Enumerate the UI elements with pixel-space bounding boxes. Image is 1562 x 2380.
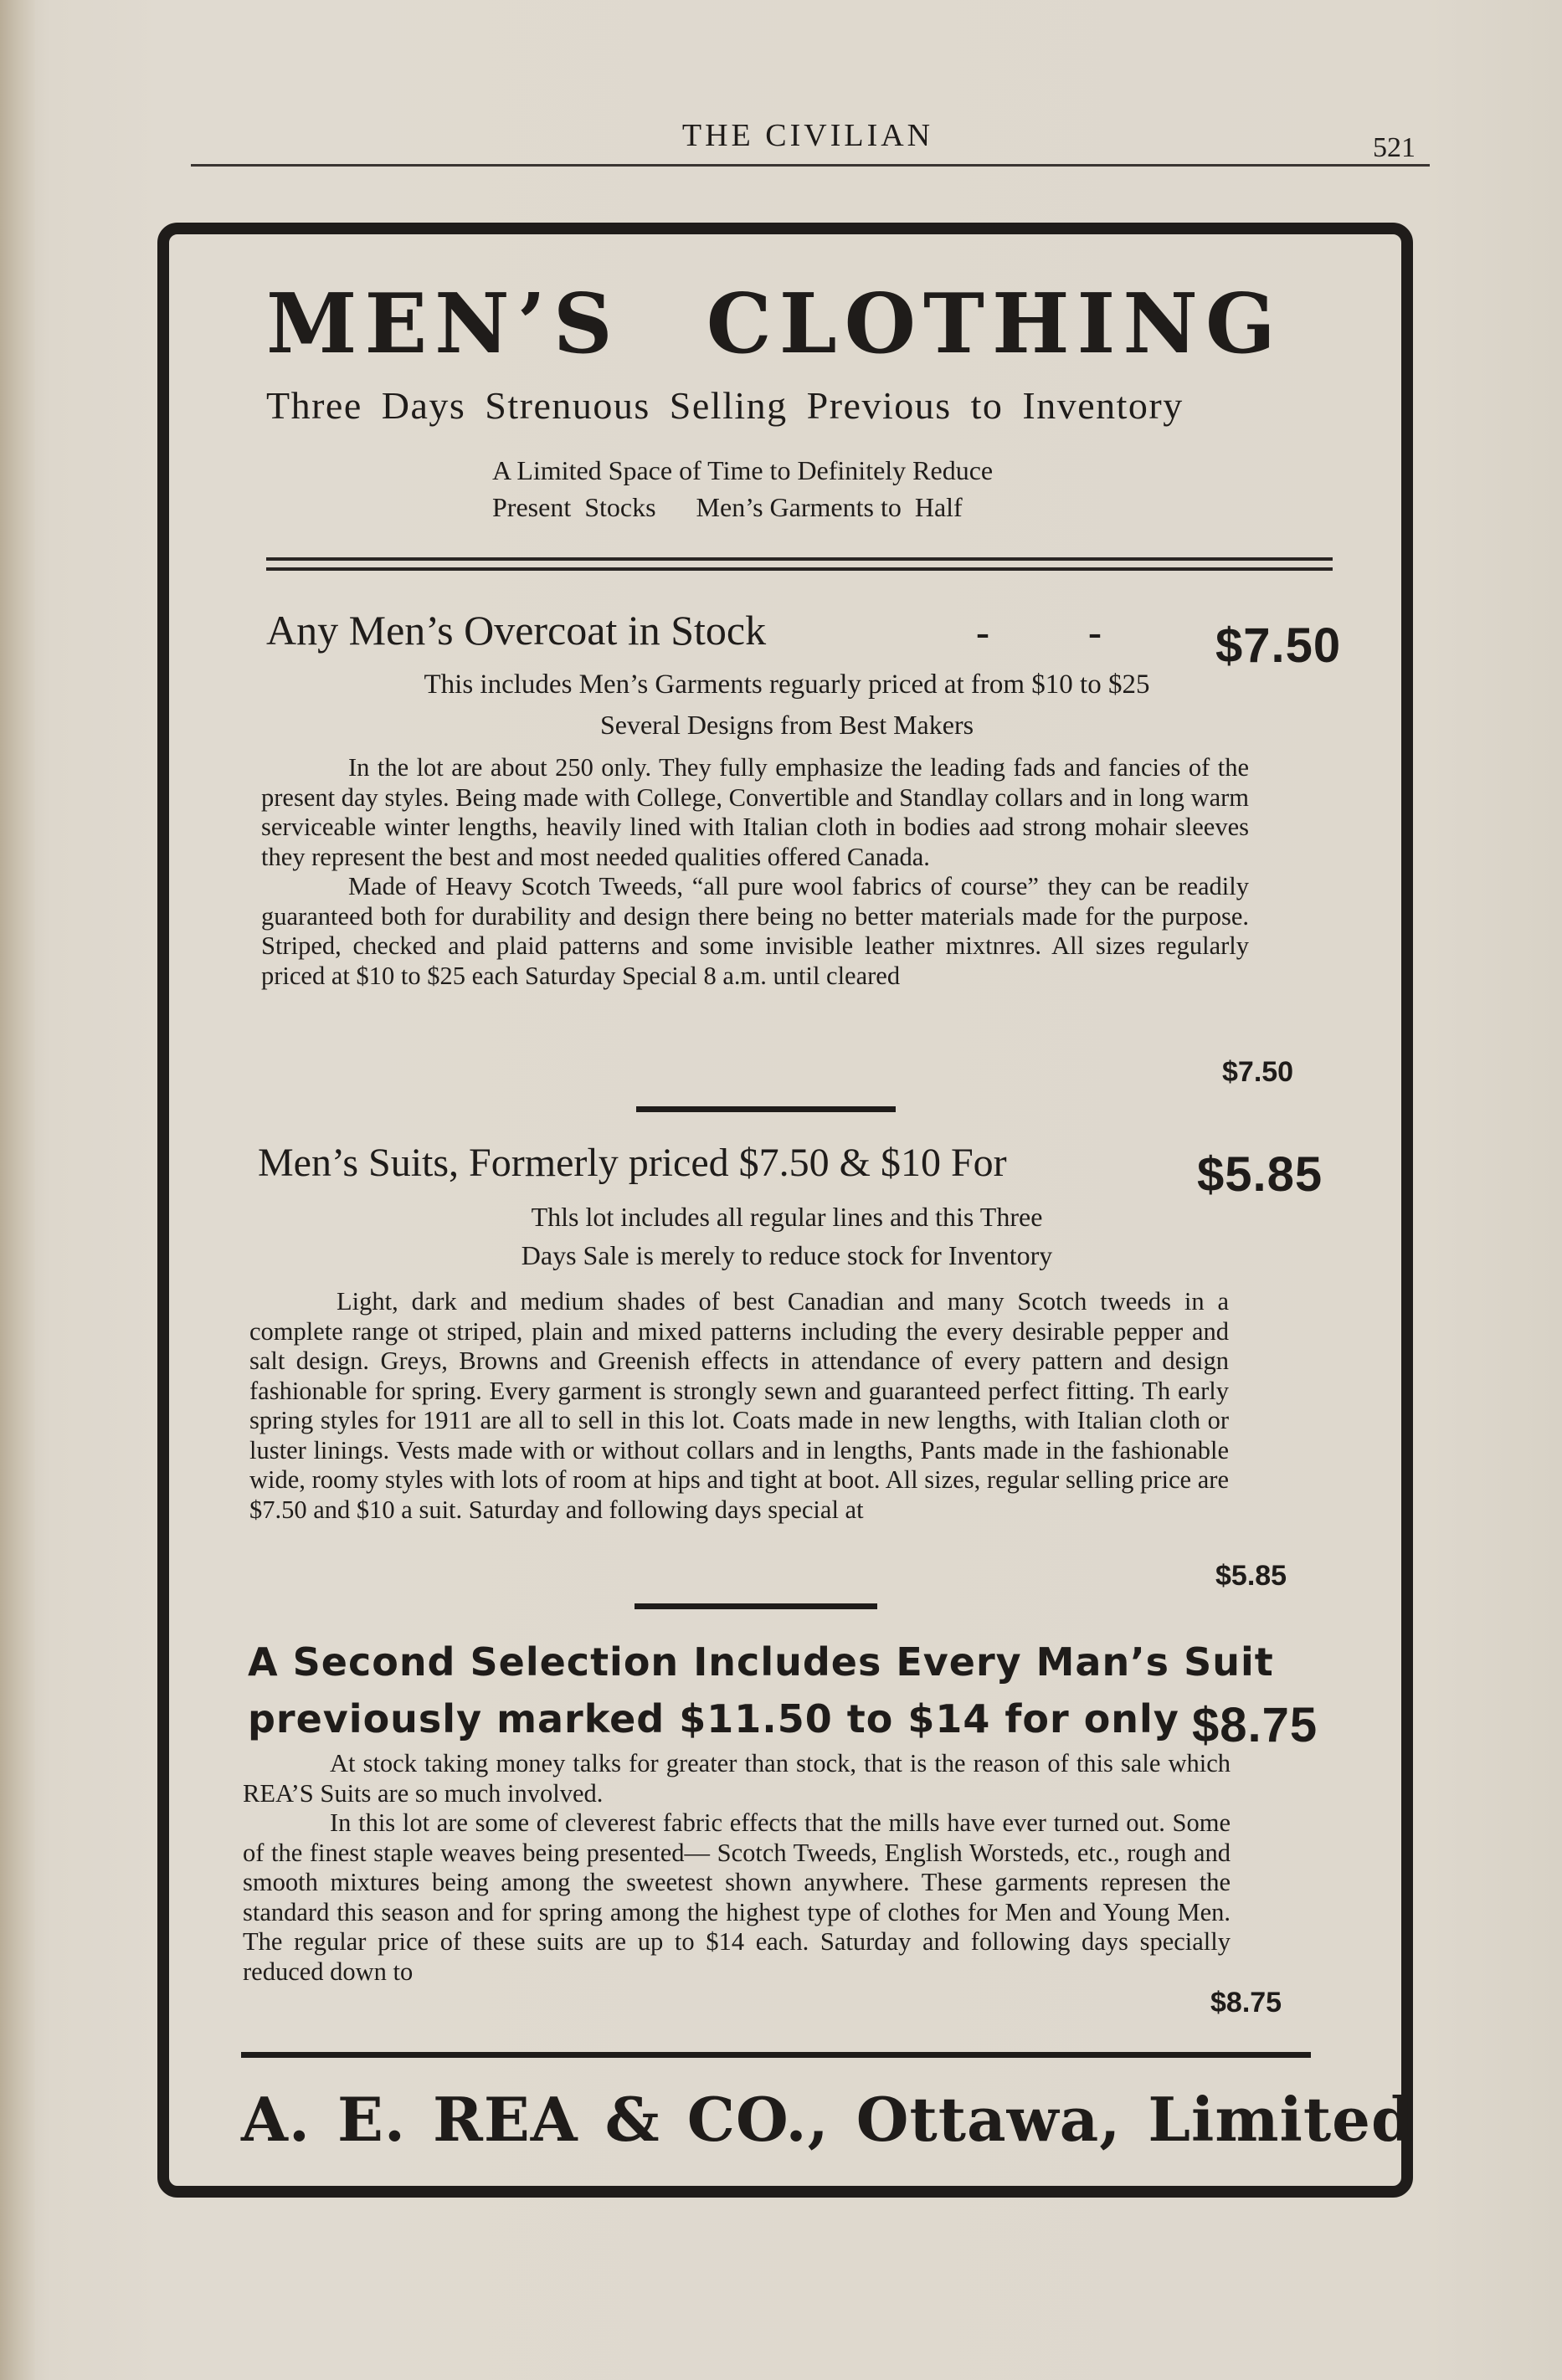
paragraph: At stock taking money talks for greater than stock, that is the reason of this sale which REA’S Suits are so much involved. [243,1749,1231,1808]
overcoat-price: $7.50 [1215,618,1342,673]
suits-subheading: Thls lot includes all regular lines and this Three [531,1202,1043,1232]
paragraph: In this lot are some of cleverest fabric effects that the mills have ever turned out. Some of the finest staple weaves being presented— Scotch Tweeds, English Worsteds, etc., rough and smooth mixtures being among the sweetest shown anywhere. These garments represen the standard this season and for spring among the highest type of clothes for Men and Young Men. The regular price of these suits are up to $14 each. Saturday and following days specially reduced down to [243,1808,1231,1986]
company-name: A. E. REA & CO., Ottawa, Limited [241,2084,1415,2155]
heading-line: A Second Selection Includes Every Man’s Suit [248,1639,1274,1685]
suits-heading: Men’s Suits, Formerly priced $7.50 & $10 For [258,1141,1007,1185]
double-rule [266,557,1333,571]
suits-description [249,1287,1229,1525]
overcoat-description [261,753,1249,991]
suits-subheading: Days Sale is merely to reduce stock for Inventory [521,1240,1053,1270]
paragraph: In the lot are about 250 only. They fully emphasize the leading fads and fancies of the present day styles. Being made with College, Convertible and Standlay collars and in long warm serviceable winter lengths, heavily lined with Italian cloth in bodies aad strong mohair sleeves they represent the best and most needed qualities offered Canada. [261,753,1249,871]
ad-subtitle: Three Days Strenuous Selling Previous to Inventory [266,384,1184,427]
suits-price: $5.85 [1197,1147,1323,1202]
heading-dash: - [1088,610,1102,654]
section-divider [635,1603,877,1609]
overcoat-price-small: $7.50 [1222,1056,1294,1088]
paragraph: Light, dark and medium shades of best Canadian and many Scotch tweeds in a complete range ot striped, plain and mixed patterns including the every desirable pepper and salt design. Greys, Browns and Greenish effects in attendance of every pattern and design fashionable for spring. Every garment is strongly sewn and guaranteed perfect fitting. Th early spring styles for 1911 are all to sell in this lot. Coats made in new lengths, with Italian cloth or luster linings. Vests made with or without collars and in lengths, Pants made in the fashionable wide, roomy styles with lots of room at hips and tight at boot. All sizes, regular selling price are $7.50 and $10 a suit. Saturday and following days special at [249,1287,1229,1524]
second-selection-price-small: $8.75 [1210,1987,1282,2018]
ad-intro [492,452,1162,526]
header-rule [191,164,1430,167]
overcoat-subheading: This includes Men’s Garments reguarly priced at from $10 to $25 [424,669,1150,700]
ad-title: MEN’S CLOTHING [266,276,1283,372]
page-number: 521 [1373,132,1416,163]
second-selection-price: $8.75 [1192,1698,1318,1752]
intro-line: Present Stocks Men’s Garments to Half [492,492,963,522]
paragraph: Made of Heavy Scotch Tweeds, “all pure wool fabrics of course” they can be readily guaranteed both for durability and design there being no better materials made for the purpose. Striped, checked and plaid patterns and some invisible leather mixtnres. All sizes regularly priced at $10 to $25 each Saturday Special 8 a.m. until cleared [261,872,1249,990]
second-selection-description [243,1749,1231,1987]
bottom-rule [241,2052,1311,2058]
overcoat-subheading: Several Designs from Best Makers [599,710,974,740]
overcoat-heading: Any Men’s Overcoat in Stock [266,607,767,654]
second-selection-heading [248,1634,1319,1747]
heading-dash: - [976,610,989,654]
heading-line: previously marked $11.50 to $14 for only [248,1696,1179,1741]
section-divider [636,1106,896,1112]
page-spine-shadow [0,0,35,2380]
suits-price-small: $5.85 [1215,1560,1287,1592]
running-title: THE CIVILIAN [681,118,934,153]
intro-line: A Limited Space of Time to Definitely Reduce [492,455,994,485]
